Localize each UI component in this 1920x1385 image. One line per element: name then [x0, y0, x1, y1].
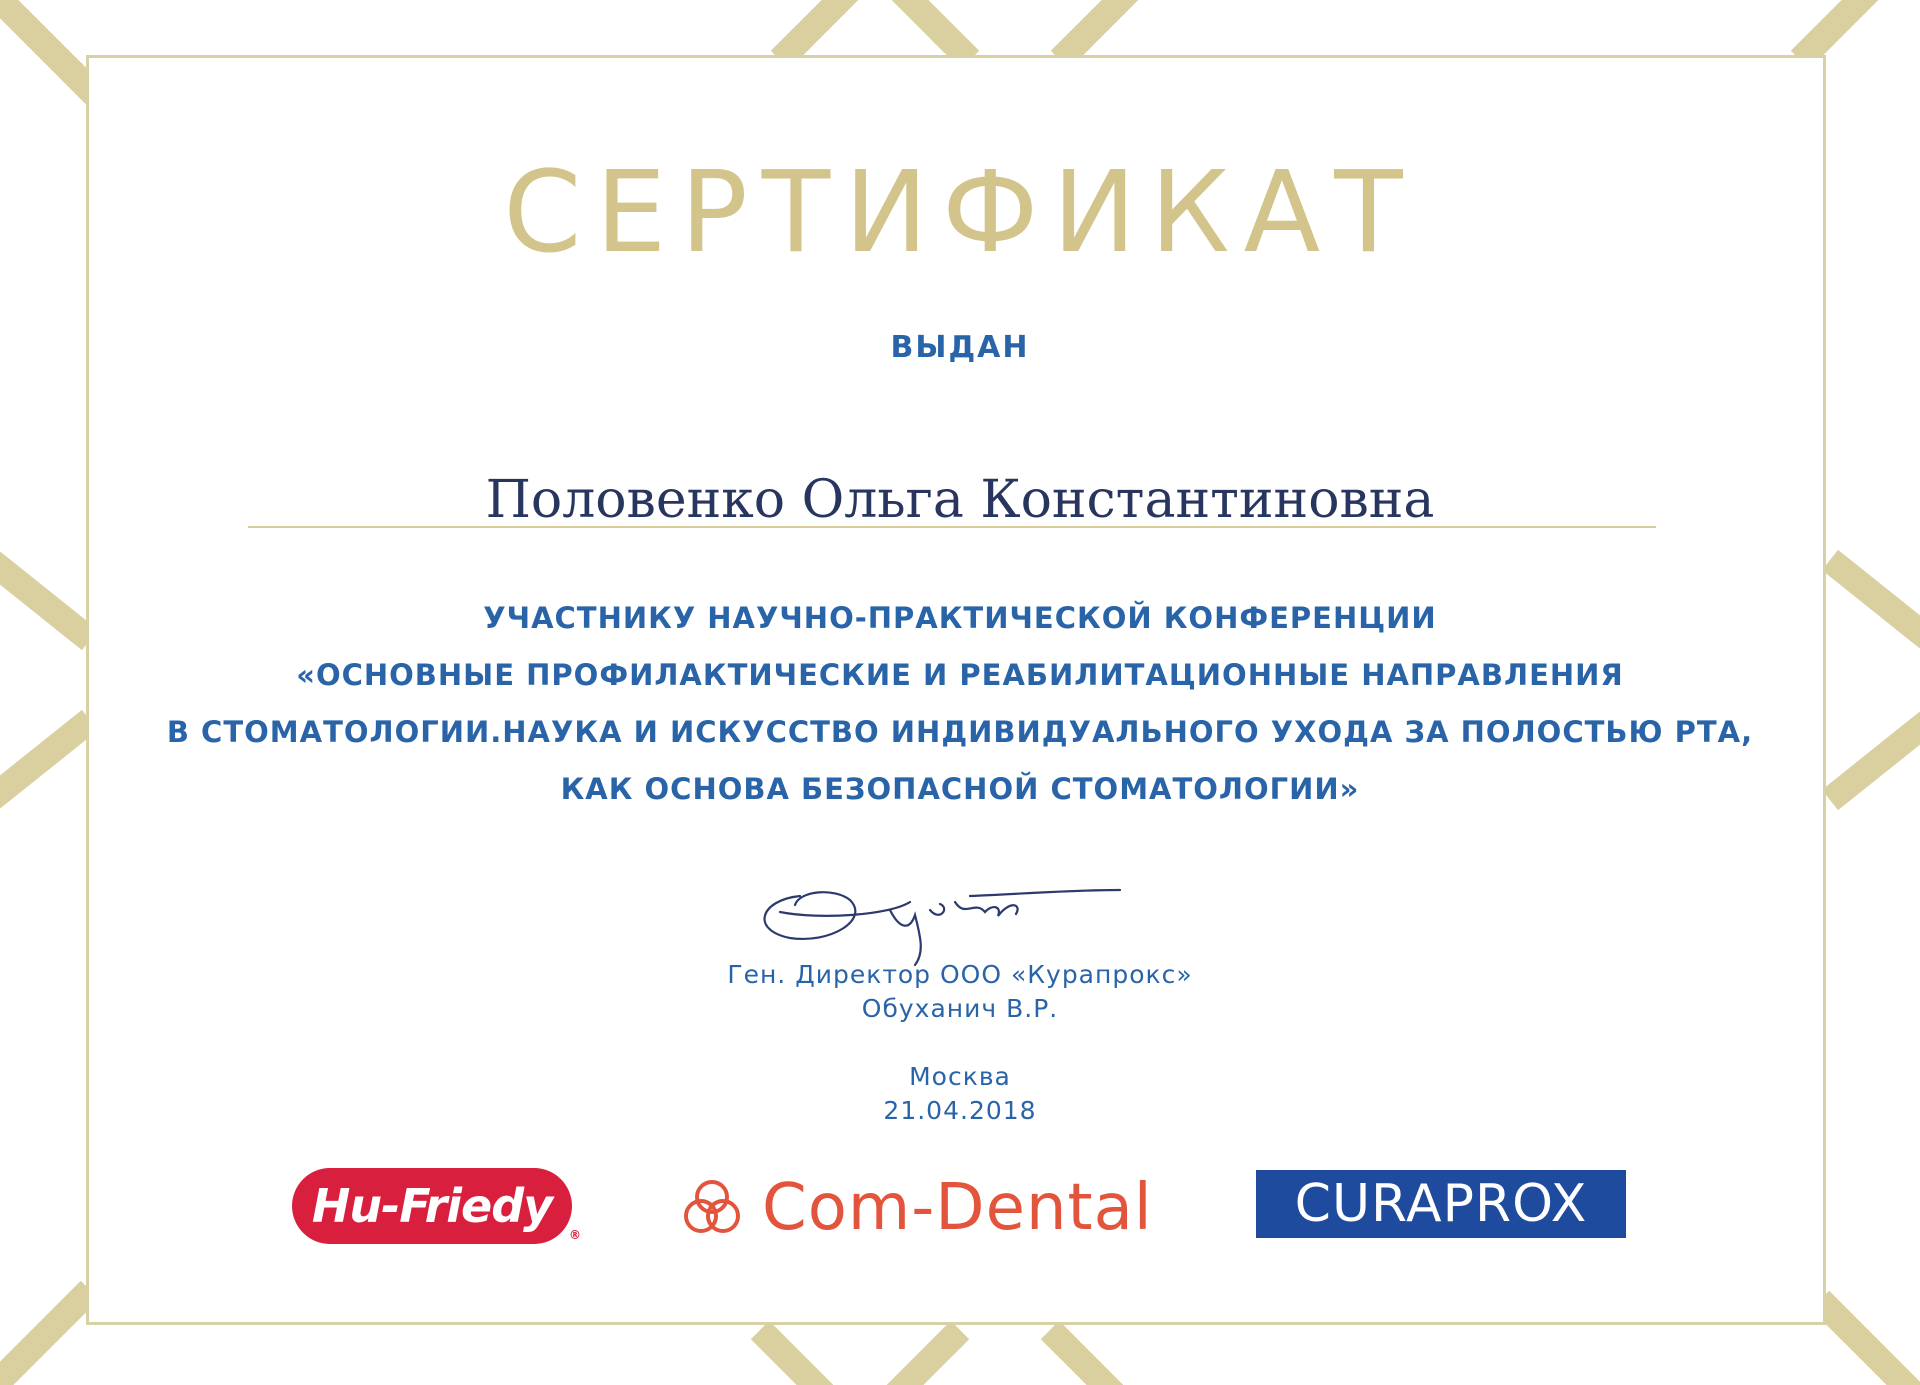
conference-line: КАК ОСНОВА БЕЗОПАСНОЙ СТОМАТОЛОГИИ»	[560, 772, 1360, 806]
conference-description	[120, 590, 1800, 818]
conference-line: В СТОМАТОЛОГИИ.НАУКА И ИСКУССТВО ИНДИВИДУАЛЬНОГО УХОДА ЗА ПОЛОСТЬЮ РТА,	[166, 715, 1754, 749]
com-dental-rings-icon	[680, 1176, 744, 1240]
curaprox-wordmark: CURAPROX	[1294, 1174, 1588, 1234]
com-dental-wordmark: Com-Dental	[762, 1171, 1153, 1245]
signer-block	[0, 958, 1920, 1026]
certificate-title: СЕРТИФИКАТ	[503, 148, 1417, 278]
issue-date: 21.04.2018	[883, 1096, 1037, 1125]
signer-name: Обуханич В.Р.	[861, 994, 1059, 1023]
name-underline	[248, 526, 1656, 528]
com-dental-logo	[680, 1168, 1153, 1248]
signer-title: Ген. Директор ООО «Курапрокс»	[727, 960, 1193, 989]
issued-label: ВЫДАН	[890, 330, 1030, 365]
city: Москва	[909, 1062, 1011, 1091]
recipient-name: Половенко Ольга Константиновна	[485, 470, 1435, 530]
conference-line: «ОСНОВНЫЕ ПРОФИЛАКТИЧЕСКИЕ И РЕАБИЛИТАЦИОННЫЕ НАПРАВЛЕНИЯ	[296, 658, 1624, 692]
place-date-block	[0, 1060, 1920, 1128]
hu-friedy-logo	[292, 1168, 580, 1244]
conference-line: УЧАСТНИКУ НАУЧНО-ПРАКТИЧЕСКОЙ КОНФЕРЕНЦИИ	[483, 601, 1437, 635]
curaprox-logo	[1256, 1170, 1626, 1238]
registered-mark: ®	[569, 1228, 580, 1242]
handwritten-signature	[740, 860, 1140, 970]
hu-friedy-wordmark: Hu-Friedy	[311, 1179, 553, 1233]
